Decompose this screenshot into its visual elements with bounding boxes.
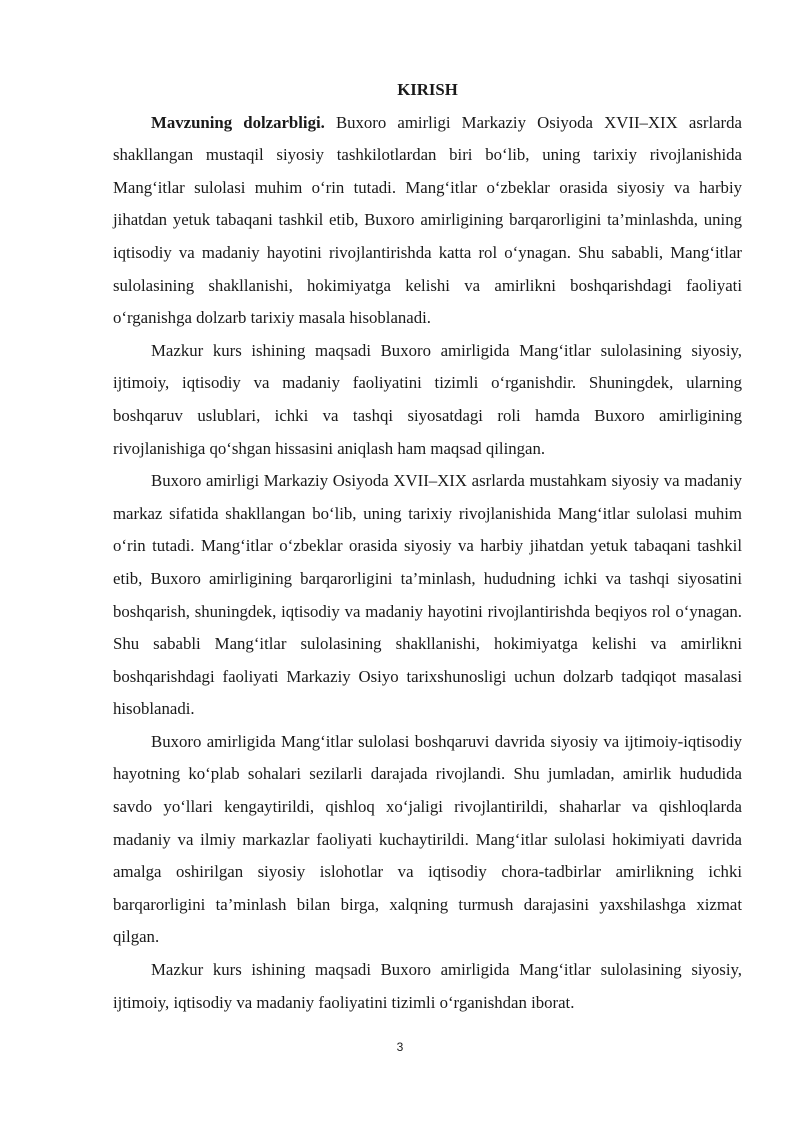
section-title: KIRISH: [397, 80, 458, 99]
paragraph-conclusion: Mazkur kurs ishining maqsadi Buxoro amirligida Mang‘itlar sulolasining siyosiy, ijtimoiy, iqtisodiy va madaniy faoliyatini tizimli o‘rganishdan iborat.: [113, 960, 742, 1012]
page-number: 3: [396, 1040, 404, 1054]
paragraph-goal: Mazkur kurs ishining maqsadi Buxoro amirligida Mang‘itlar sulolasining siyosiy, ijtimoiy, iqtisodiy va madaniy faoliyatini tizimli o‘rganishdir. Shuningdek, ularning boshqaruv uslublari, ichki va tashqi siyosatdagi roli hamda Buxoro amirligining rivojlanishiga qo‘shgan hissasini aniqlash ham maqsad qilingan.: [113, 340, 742, 458]
page-content: [113, 74, 742, 1019]
paragraph-text: Buxoro amirligi Markaziy Osiyoda XVII–XIX asrlarda shakllangan mustaqil siyosiy tashkilotlardan biri bo‘lib, uning tarixiy rivojlanishida Mang‘itlar sulolasi muhim o‘rin tutadi. Mang‘itlar o‘zbeklar orasida siyosiy va harbiy jihatdan yetuk tabaqani tashkil etib, Buxoro amirligining barqarorligini ta’minlashda, uning iqtisodiy va madaniy hayotini rivojlantirishda katta rol o‘ynagan. Shu sababli, Mang‘itlar sulolasining shakllanishi, hokimiyatga kelishi va amirlikni boshqarishdagi faoliyati o‘rganishga dolzarb tarixiy masala hisoblanadi.: [113, 112, 742, 328]
paragraph-development: Buxoro amirligida Mang‘itlar sulolasi boshqaruvi davrida siyosiy va ijtimoiy-iqtisodiy hayotning ko‘plab sohalari sezilarli darajada rivojlandi. Shu jumladan, amirlik hududida savdo yo‘llari kengaytirildi, qishloq xo‘jaligi rivojlantirildi, shaharlar va qishloqlarda madaniy va ilmiy markazlar faoliyati kuchaytirildi. Mang‘itlar sulolasi hokimiyati davrida amalga oshirilgan siyosiy islohotlar va iqtisodiy chora-tadbirlar amirlikning ichki barqarorligini ta’minlash bilan birga, xalqning turmush darajasini yaxshilashga xizmat qilgan.: [113, 731, 742, 947]
paragraph-relevance: [113, 107, 742, 335]
paragraph-lead: Mavzuning dolzarbligi.: [151, 112, 325, 132]
paragraph-history: Buxoro amirligi Markaziy Osiyoda XVII–XIX asrlarda mustahkam siyosiy va madaniy markaz sifatida shakllangan bo‘lib, uning tarixiy rivojlanishida Mang‘itlar sulolasi muhim o‘rin tutadi. Mang‘itlar o‘zbeklar orasida siyosiy va harbiy jihatdan yetuk tabaqani tashkil etib, Buxoro amirligining barqarorligini ta’minlash, hududning ichki va tashqi siyosatini boshqarish, shuningdek, iqtisodiy va madaniy hayotini rivojlantirishda beqiyos rol o‘ynagan. Shu sababli Mang‘itlar sulolasining shakllanishi, hokimiyatga kelishi va amirlikni boshqarishdagi faoliyati Markaziy Osiyo tarixshunosligi uchun dolzarb tadqiqot masalasi hisoblanadi.: [113, 471, 742, 719]
